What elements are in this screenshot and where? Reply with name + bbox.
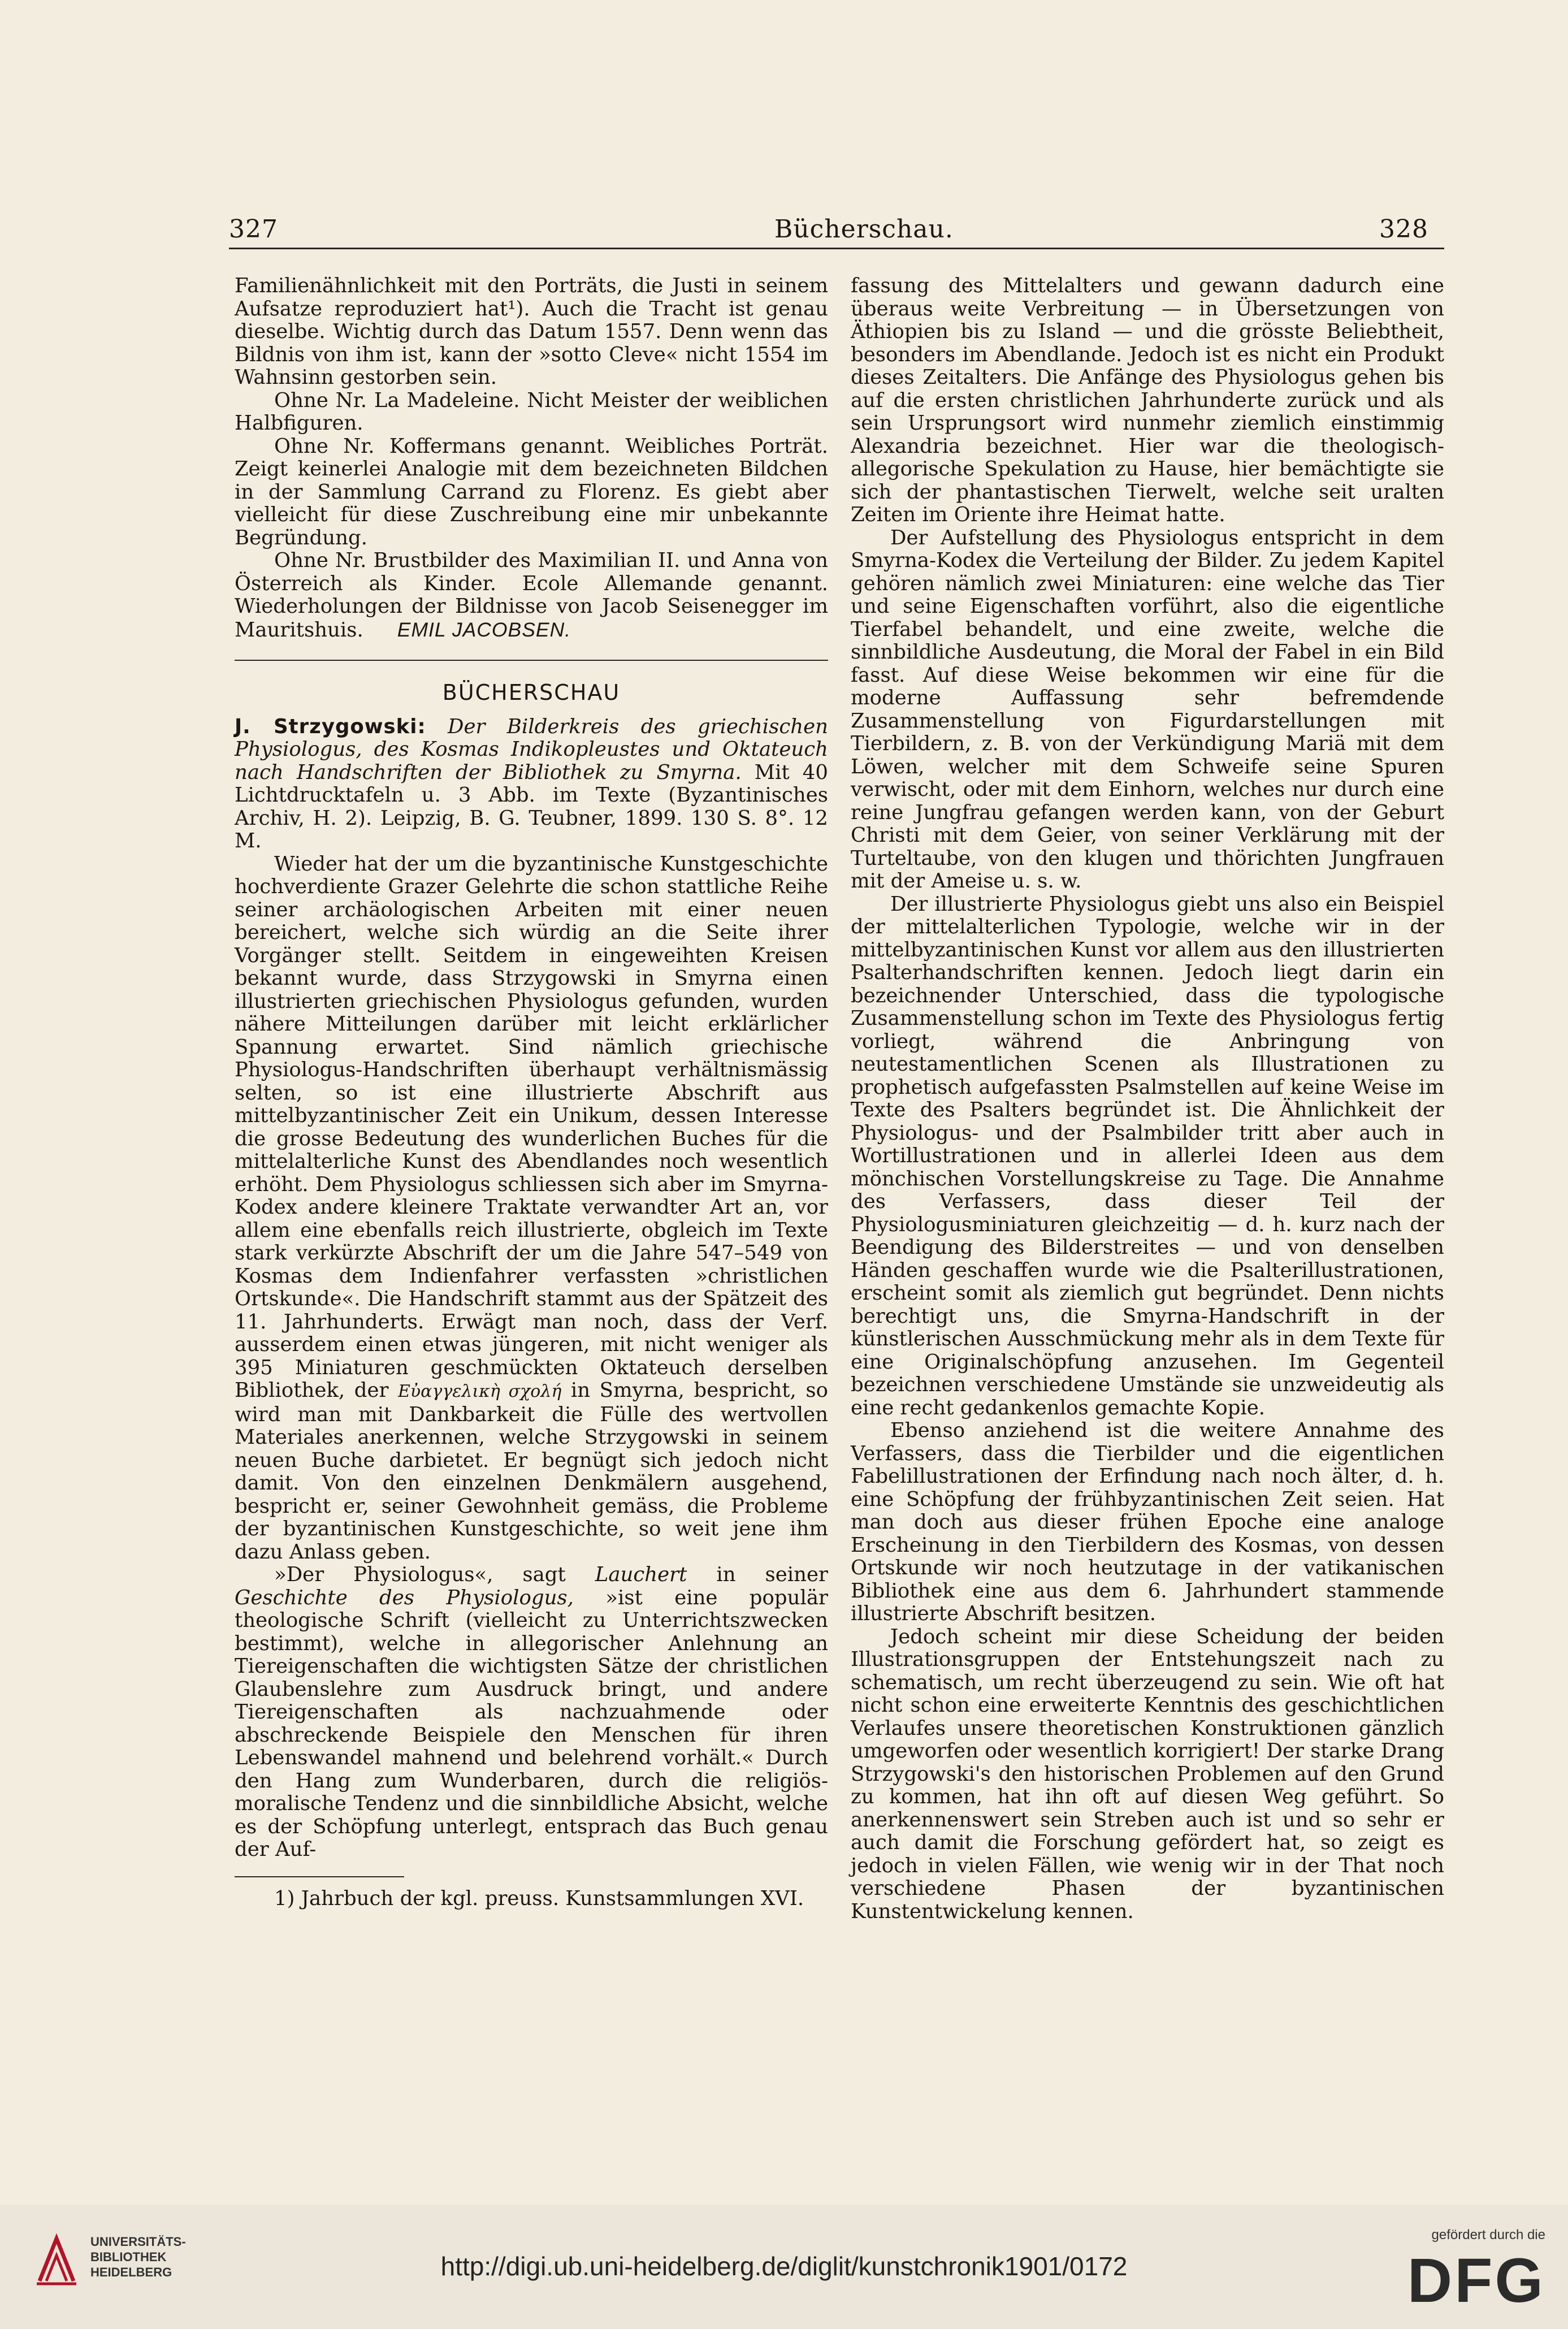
section-title: BÜCHERSCHAU [442,680,621,705]
paragraph-text: »ist eine populär theologische Schrift (vielleicht zu Unterrichtszwecken bestimmt), welche in allegorischer Anlehnung an Tiereigenschaften die wichtigsten Sätze der christlichen Glaubenslehre zum Ausdruck bringt, und andere Tiereigenschaften als nachzuahmende oder abschreckende Beispiele den Menschen für ihren Lebenswandel mahnend und belehrend vorhält.« Durch den Hang zum Wunderbaren, durch die religiös-moralische Tendenz und die sinnbildliche Absicht, welche es der Schöpfung unterlegt, entsprach das Buch genau der Auf- [235,1586,828,1861]
library-name-line: HEIDELBERG [90,2265,172,2279]
greek-name: Εὐαγγελικὴ σχολή [398,1382,562,1401]
cited-author: Lauchert [595,1563,687,1586]
paragraph: Jedoch scheint mir diese Scheidung der beiden Illustrationsgruppen der Entstehungszeit nach zu schematisch, um recht überzeugend zu sein. Wie oft hat nicht schon eine erweiterte Kenntnis des geschichtlichen Verlaufes unsere theoretischen Konstruktionen gänzlich umgeworfen oder wesentlich korrigiert! Der starke Drang Strzygowski's den historischen Problemen auf den Grund zu kommen, hat ihn oft auf diesen Weg geführt. So anerkennenswert sein Streben auch ist und so sehr er auch damit die Forschung gefördert hat, so zeigt es jedoch in vielen Fällen, wie wenig wir in der That noch verschiedene Phasen der byzantinischen Kunstentwickelung kennen. [851,1625,1444,1923]
paragraph: Der illustrierte Physiologus giebt uns also ein Beispiel der mittelalterlichen Typologie, welche wir in der mittelbyzantinischen Kunst vor allem aus den illustrierten Psalterhandschriften kennen. Jedoch liegt darin ein bezeichnender Unterschied, dass die typologische Zusammenstellung schon im Texte des Physiologus fertig vorliegt, während die Anbringung von neutestamentlichen Scenen als Illustrationen zu prophetisch aufgefassten Psalmstellen auf keine Weise im Texte des Psalters begründet ist. Die Ähnlichkeit der Physiologus- und der Psalmbilder tritt aber auch in Wortillustrationen und in allerlei Ideen aus dem mönchischen Vorstellungskreise zu Tage. Die Annahme des Verfassers, dass dieser Teil der Physiologusminiaturen gleichzeitig — d. h. kurz nach der Beendigung des Bilderstreites — und von denselben Händen geschaffen wurde wie die Psalterillustrationen, erscheint somit als ziemlich gut begründet. Denn nichts berechtigt uns, die Smyrna-Handschrift in der künstlerischen Ausschmückung mehr als in dem Texte für eine Originalschöpfung anzusehen. Im Gegenteil bezeichnen verschiedene Umstände sie unzweideutig als eine recht gedankenlos gemachte Kopie. [851,892,1444,1419]
review-header [235,716,828,853]
running-title: Bücherschau. [774,215,954,244]
left-column [235,275,828,1910]
footnote: 1) Jahrbuch der kgl. preuss. Kunstsammlungen XVI. [274,1886,804,1910]
library-name-line: UNIVERSITÄTS- [90,2235,186,2249]
review-author: J. Strzygowski: [235,715,426,738]
cited-work: Geschichte des Physiologus, [235,1586,574,1609]
paragraph-text: in Smyrna, bespricht, so wird man mit Dankbarkeit die Fülle des wertvollen Materiales anerkennen, welche Strzygowski in seinem neuen Buche darbietet. Er begnügt sich jedoch nicht damit. Von den einzelnen Denkmälern ausgehend, bespricht er, seiner Gewohnheit gemäss, die Probleme der byzantinischen Kunstgeschichte, so weit jene ihm dazu Anlass geben. [235,1379,828,1564]
page-number-right: 328 [1379,215,1428,244]
paragraph-text: in seiner [716,1563,828,1586]
paragraph-text: Wieder hat der um die byzantinische Kunstgeschichte hochverdiente Grazer Gelehrte die schon stattliche Reihe seiner archäologischen Arbeiten mit einer neuen bereichert, welche sich würdig an die Seite ihrer Vorgänger stellt. Seitdem in eingeweihten Kreisen bekannt wurde, dass Strzygowski in Smyrna einen illustrierten griechischen Physiologus gefunden, wurden nähere Mitteilungen darüber mit leicht erklärlicher Spannung erwartet. Sind nämlich griechische Physiologus-Handschriften überhaupt verhältnismässig selten, so ist eine illustrierte Abschrift aus mittelbyzantinischer Zeit ein Unikum, dessen Interesse die grosse Bedeutung des wunderlichen Buches für die mittelalterliche Kunst des Abendlandes noch wesentlich erhöht. Dem Physiologus schliessen sich aber im Smyrna-Kodex andere kleinere Traktate verwandter Art an, vor allem eine ebenfalls reich illustrierte, obgleich im Texte stark verkürzte Abschrift der um die Jahre 547–549 von Kosmas dem Indienfahrer verfassten »christlichen Ortskunde«. Die Handschrift stammt aus der Spätzeit des 11. Jahrhunderts. Erwägt man noch, dass der Verf. ausserdem einen etwas jüngeren, mit nicht weniger als 395 Miniaturen geschmückten Oktateuch derselben Bibliothek, der [235,852,828,1402]
paragraph: Ohne Nr. Koffermans genannt. Weibliches Porträt. Zeigt keinerlei Analogie mit dem bezeichneten Bildchen in der Sammlung Carrand zu Florenz. Es giebt aber vielleicht für diese Zuschreibung eine mir unbekannte Begründung. [235,434,828,549]
right-column [851,275,1444,1923]
paragraph: Ohne Nr. La Madeleine. Nicht Meister der weiblichen Halbfiguren. [235,388,828,435]
library-name-line: BIBLIOTHEK [90,2250,167,2264]
paragraph [235,549,828,642]
section-rule [235,660,828,661]
footnote-rule [235,1876,404,1877]
page-number-left: 327 [229,215,278,244]
review-title: Der Bilderkreis des griechischen Physiologus, des Kosmas Indikopleustes und Oktateuch nach Handschriften der Bibliothek zu Smyrna. [235,715,828,784]
footer-bar [0,2205,1568,2329]
paragraph: Der Aufstellung des Physiologus entspricht in dem Smyrna-Kodex die Verteilung der Bilder. Zu jedem Kapitel gehören nämlich zwei Miniaturen: eine welche das Tier und seine Eigenschaften vorführt, also die eigentliche Tierfabel behandelt, und eine zweite, welche die sinnbildliche Ausdeutung, die Moral der Fabel in ein Bild fasst. Auf diese Weise bekommen wir eine für die moderne Auffassung sehr befremdende Zusammenstellung von Figurdarstellungen mit Tierbildern, z. B. von der Verkündigung Mariä mit dem Löwen, welcher mit dem Schweife seine Spuren verwischt, oder mit dem Einhorn, welches nur durch eine reine Jungfrau gefangen werden kann, von der Geburt Christi mit dem Geier, von seiner Verklärung mit der Turteltaube, von den klugen und thörichten Jungfrauen mit der Ameise u. s. w. [851,526,1444,893]
quote-open: »Der Physiologus«, sagt [274,1563,566,1586]
source-url-link[interactable]: http://digi.ub.uni-heidelberg.de/diglit/kunstchronik1901/0172 [440,2252,1128,2281]
funding-note: gefördert durch die [1431,2227,1545,2243]
author-signature: EMIL JACOBSEN. [397,618,571,641]
paragraph-text: Ohne Nr. Brustbilder des Maximilian II. und Anna von Österreich als Kinder. Ecole Allemande genannt. Wiederholungen der Bildnisse von Jacob Seisenegger im Mauritshuis. [235,549,828,642]
paragraph: Familienähnlichkeit mit den Porträts, die Justi in seinem Aufsatze reproduziert hat¹). Auch die Tracht ist genau dieselbe. Wichtig durch das Datum 1557. Denn wenn das Bildnis von ihm ist, kann der »sotto Cleve« nicht 1554 im Wahnsinn gestorben sein. [235,274,828,389]
header-rule [229,248,1444,249]
review-details: Mit 40 Lichtdrucktafeln u. 3 Abb. im Texte (Byzantinisches Archiv, H. 2). Leipzig, B. G. Teubner, 1899. 130 S. 8°. 12 M. [235,760,828,852]
paragraph: fassung des Mittelalters und gewann dadurch eine überaus weite Verbreitung — in Übersetzungen von Äthiopien bis zu Island — und die grösste Beliebtheit, besonders im Abendlande. Jedoch ist es nicht ein Produkt dieses Zeitalters. Die Anfänge des Physiologus gehen bis auf die ersten christlichen Jahrhunderte zurück und als sein Ursprungsort wird nunmehr ziemlich einstimmig Alexandria bezeichnet. Hier war die theologisch-allegorische Spekulation zu Hause, hier bemächtigte sie sich der phantastischen Tierwelt, welche seit uralten Zeiten im Oriente ihre Heimat hatte. [851,274,1444,526]
paragraph [235,853,828,1564]
dfg-logo: DFG [1407,2246,1545,2315]
paragraph [235,1564,828,1862]
paragraph: Ebenso anziehend ist die weitere Annahme des Verfassers, dass die Tierbilder und die eigentlichen Fabelillustrationen der Erfindung nach noch älter, d. h. eine Schöpfung der frühbyzantinischen Zeit seien. Hat man doch aus dieser frühen Epoche eine analoge Erscheinung in den Tierbildern des Kosmas, von dessen Ortskunde wir noch heutzutage in der vatikanischen Bibliothek eine aus dem 6. Jahrhundert stammende illustrierte Abschrift besitzen. [851,1419,1444,1625]
